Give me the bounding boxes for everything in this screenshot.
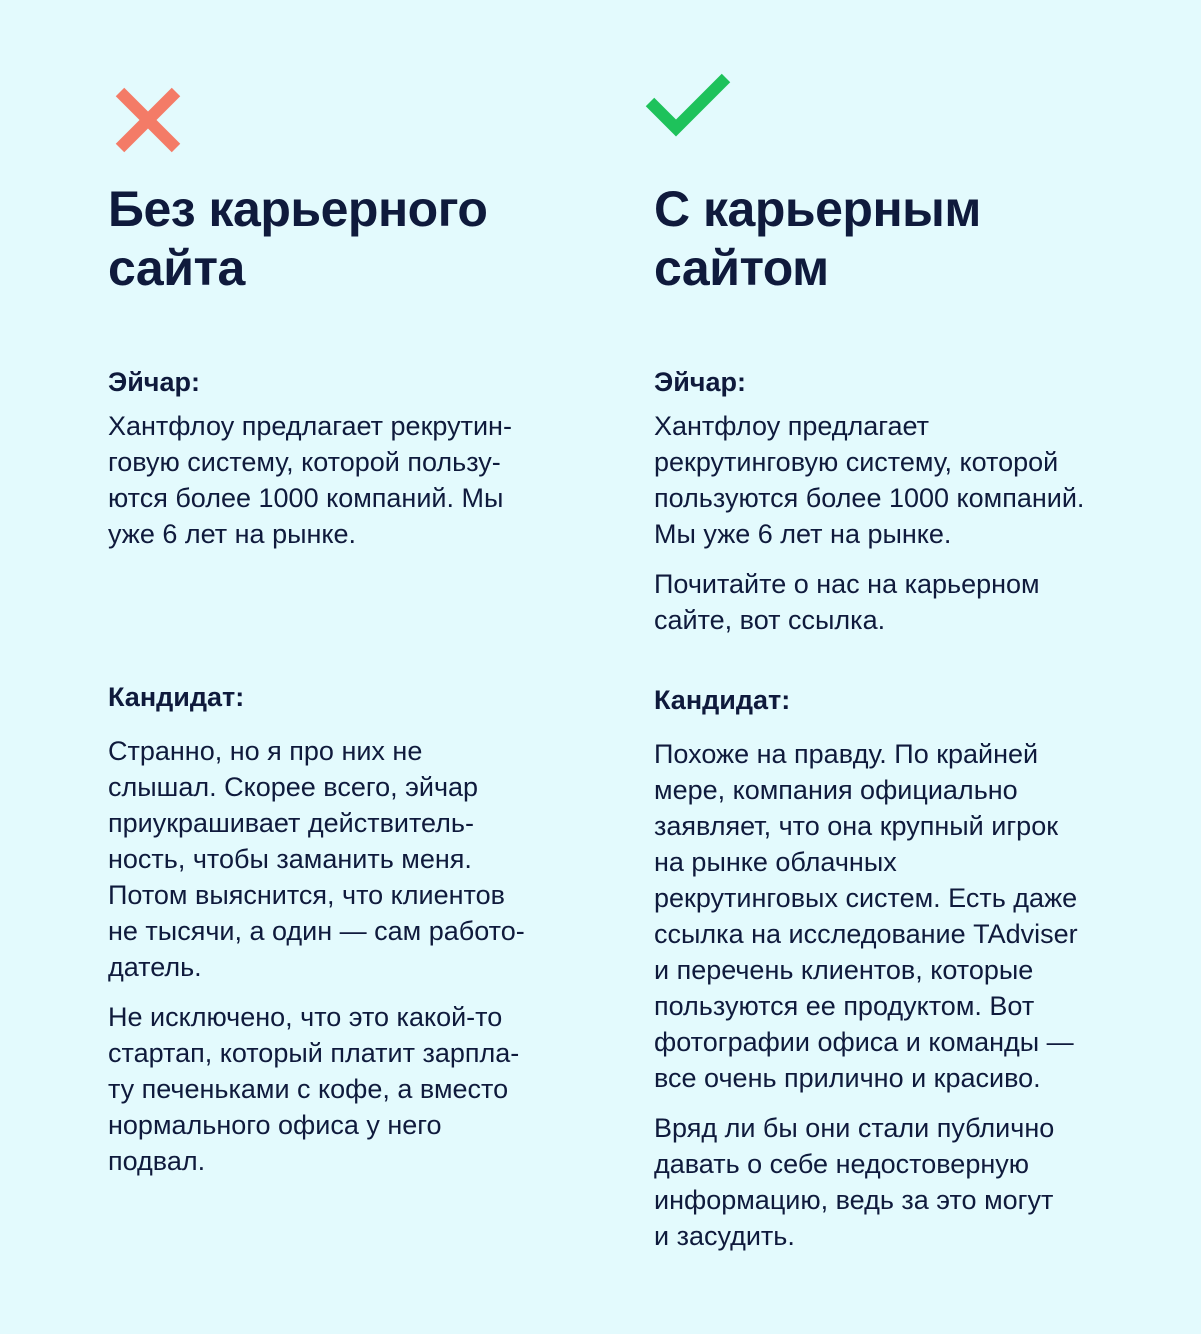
candidate-paragraph xyxy=(654,1110,1164,1254)
text-line: Вряд ли бы они стали публично xyxy=(654,1113,1055,1143)
text-line: давать о себе недостоверную xyxy=(654,1149,1029,1179)
heading-line: Без карьерного xyxy=(108,181,488,237)
text-line: пользуются более 1000 компаний. xyxy=(654,483,1085,513)
hr-paragraph xyxy=(654,408,1164,552)
text-line: Мы уже 6 лет на рынке. xyxy=(654,519,952,549)
hr-section xyxy=(108,366,598,552)
text-line: Хантфлоу предлагает xyxy=(654,411,930,441)
heading-with-career-site xyxy=(654,180,981,298)
candidate-section xyxy=(108,681,598,1179)
candidate-paragraph xyxy=(108,733,598,985)
text-line: все очень прилично и красиво. xyxy=(654,1063,1041,1093)
text-line: нормального офиса у него xyxy=(108,1110,442,1140)
text-line: слышал. Скорее всего, эйчар xyxy=(108,772,479,802)
hr-label: Эйчар: xyxy=(108,367,200,397)
text-line: ются более 1000 компаний. Мы xyxy=(108,483,504,513)
text-line: рекрутинговую систему, которой xyxy=(654,447,1059,477)
text-line: Не исключено, что это какой-то xyxy=(108,1002,503,1032)
candidate-label: Кандидат: xyxy=(654,685,791,715)
cross-icon xyxy=(114,86,182,154)
candidate-section xyxy=(654,684,1164,1254)
text-line: Странно, но я про них не xyxy=(108,736,423,766)
text-line: заявляет, что она крупный игрок xyxy=(654,811,1059,841)
text-line: подвал. xyxy=(108,1146,206,1176)
text-line: датель. xyxy=(108,952,202,982)
hr-section xyxy=(654,366,1164,638)
text-line: говую систему, которой пользу- xyxy=(108,447,501,477)
candidate-paragraph xyxy=(654,736,1164,1096)
heading-line: сайта xyxy=(108,240,245,296)
heading-line: С карьерным xyxy=(654,181,981,237)
text-line: уже 6 лет на рынке. xyxy=(108,519,357,549)
text-line: мере, компания официально xyxy=(654,775,1018,805)
check-icon xyxy=(644,72,732,140)
text-line: рекрутинговых систем. Есть даже xyxy=(654,883,1078,913)
text-line: и перечень клиентов, которые xyxy=(654,955,1034,985)
text-line: не тысячи, а один — сам работо- xyxy=(108,916,525,946)
hr-label: Эйчар: xyxy=(654,367,746,397)
text-line: ту печеньками с кофе, а вместо xyxy=(108,1074,509,1104)
text-line: и засудить. xyxy=(654,1221,795,1251)
hr-paragraph xyxy=(654,566,1164,638)
text-line: фотографии офиса и команды — xyxy=(654,1027,1074,1057)
text-line: сайте, вот ссылка. xyxy=(654,605,886,635)
text-line: ность, чтобы заманить меня. xyxy=(108,844,472,874)
heading-line: сайтом xyxy=(654,240,829,296)
candidate-paragraph xyxy=(108,999,598,1179)
text-line: на рынке облачных xyxy=(654,847,897,877)
hr-paragraph xyxy=(108,408,598,552)
heading-without-career-site xyxy=(108,180,487,298)
text-line: Хантфлоу предлагает рекрутин- xyxy=(108,411,512,441)
text-line: ссылка на исследование TAdviser xyxy=(654,919,1078,949)
text-line: стартап, который платит зарпла- xyxy=(108,1038,520,1068)
text-line: Похоже на правду. По крайней xyxy=(654,739,1039,769)
text-line: приукрашивает действитель- xyxy=(108,808,474,838)
text-line: информацию, ведь за это могут xyxy=(654,1185,1054,1215)
text-line: пользуются ее продуктом. Вот xyxy=(654,991,1035,1021)
text-line: Почитайте о нас на карьерном xyxy=(654,569,1040,599)
candidate-label: Кандидат: xyxy=(108,682,245,712)
text-line: Потом выяснится, что клиентов xyxy=(108,880,505,910)
